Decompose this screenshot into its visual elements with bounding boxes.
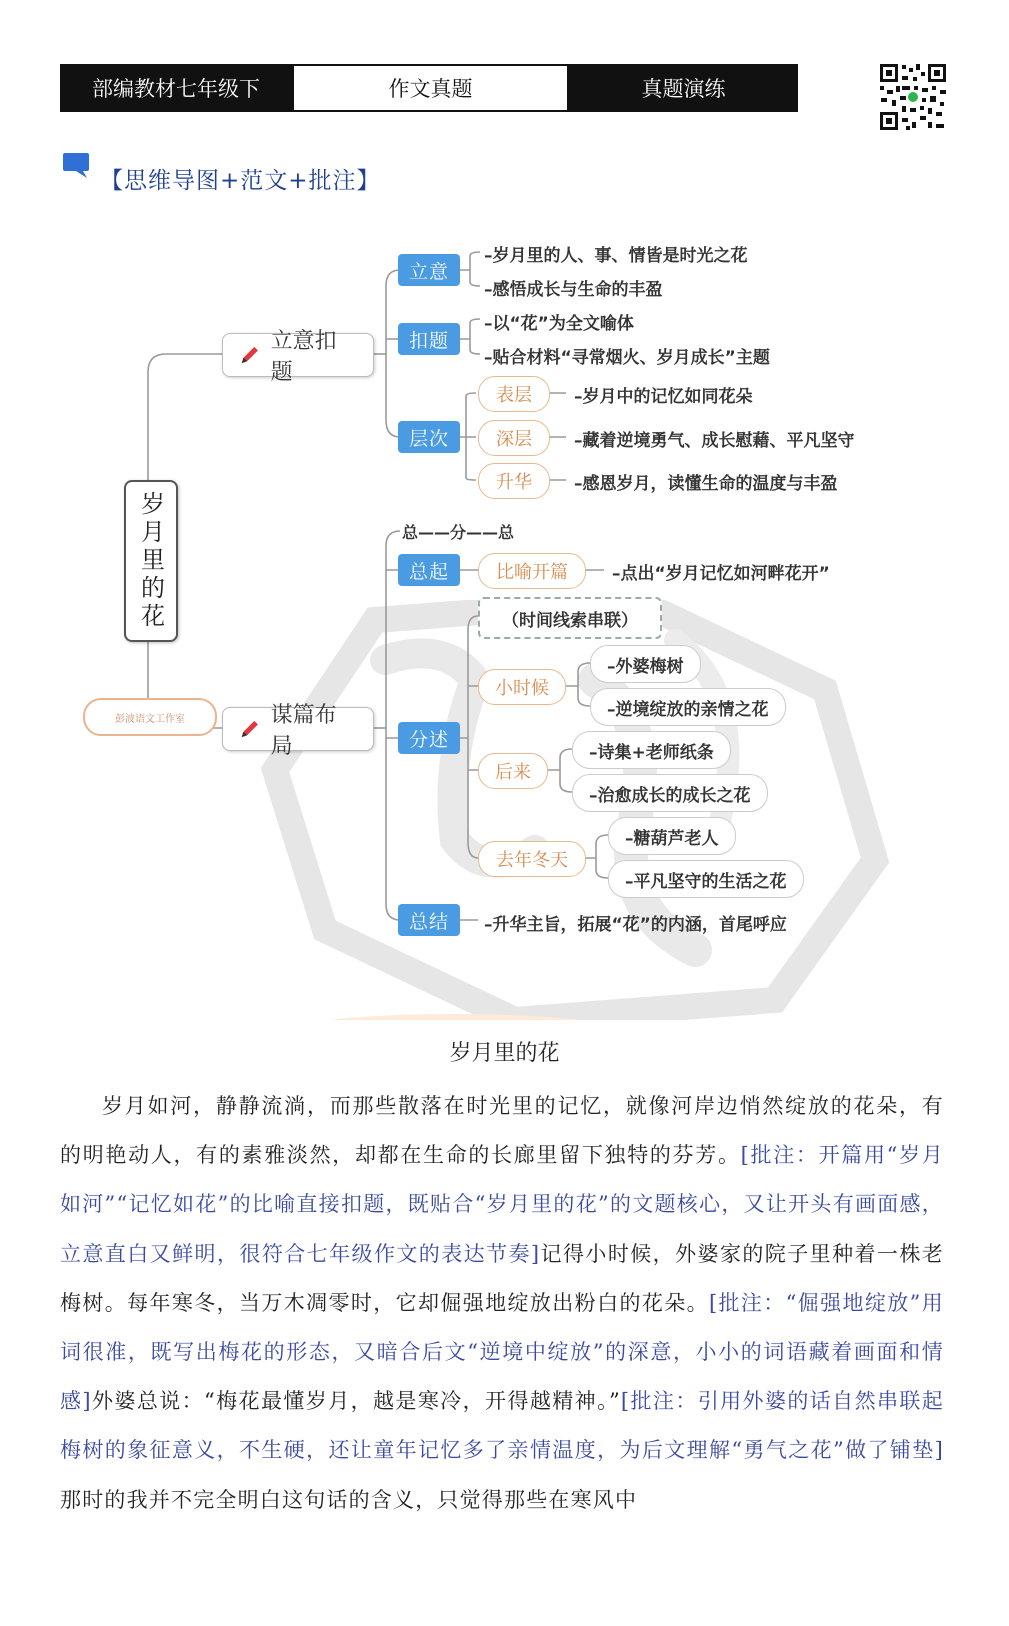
header-grade: 部编教材七年级下 <box>60 64 292 112</box>
node-deep: 深层 <box>478 420 550 456</box>
winter-item-1: –糖葫芦老人 <box>608 817 736 855</box>
essay-annotation-1: [批注：开篇用“岁月如河”“记忆如花”的比喻直接扣题，既贴合“岁月里的花”的文题核心，又让开头有画面感，立意直白又鲜明，很符合七年级作文的表达节奏] <box>60 1143 944 1266</box>
childhood-item-1: –外婆梅树 <box>590 645 701 683</box>
node-zongjie: 总结 <box>398 904 460 936</box>
zongqi-text: –点出“岁月记忆如河畔花开” <box>612 564 830 584</box>
branch-theme-node <box>222 329 374 385</box>
essay-sentence-2: 记得小时候，外婆家的院子里种着一株老梅树。每年寒冬，当万木凋零时，它却倔强地绽放出粉白的花朵。 <box>60 1241 944 1315</box>
branch-layout-label: 谋篇布局 <box>270 703 337 759</box>
deep-text: –藏着逆境勇气、成长慰藉、平凡坚守 <box>574 431 855 451</box>
node-childhood: 小时候 <box>478 669 566 705</box>
essay-sentence-4: 那时的我并不完全明白这句话的含义，只觉得那些在寒风中 <box>60 1487 638 1512</box>
node-later: 后来 <box>478 753 548 789</box>
zongjie-text: –升华主旨，拓展“花”的内涵，首尾呼应 <box>484 915 787 935</box>
essay-title: 岁月里的花 <box>449 1041 560 1066</box>
surface-text: –岁月中的记忆如同花朵 <box>574 387 753 407</box>
essay-body <box>60 1082 944 1525</box>
node-fenshu: 分述 <box>398 722 460 754</box>
pencil-icon <box>239 718 261 740</box>
liyi-point-2: –感悟成长与生命的丰盈 <box>484 280 663 300</box>
timeline-note: （时间线索串联） <box>478 597 662 639</box>
essay-sentence-1: 岁月如河，静静流淌，而那些散落在时光里的记忆，就像河岸边悄然绽放的花朵，有的明艳动人，有的素雅淡然，却都在生命的长廊里留下独特的芬芳。 <box>60 1094 944 1168</box>
node-metaphor-opening: 比喻开篇 <box>478 553 586 589</box>
later-item-2: –治愈成长的成长之花 <box>572 774 768 812</box>
node-last-winter: 去年冬天 <box>478 841 586 877</box>
liyi-point-1: –岁月里的人、事、情皆是时光之花 <box>484 246 748 266</box>
structure-text: 总——分——总 <box>402 523 515 542</box>
branch-layout-node <box>222 703 374 759</box>
node-liyi: 立意 <box>398 254 460 286</box>
essay-annotation-3: [批注：引用外婆的话自然串联起梅树的象征意义，不生硬，还让童年记忆多了亲情温度，为后文理解“勇气之花”做了铺垫] <box>60 1389 944 1463</box>
node-cengci: 层次 <box>398 421 460 453</box>
section-title: 【思维导图+范文+批注】 <box>100 168 381 194</box>
sublimate-text: –感恩岁月，读懂生命的温度与丰盈 <box>574 474 838 494</box>
node-sublimate: 升华 <box>478 463 550 499</box>
header-category: 作文真题 <box>292 64 569 112</box>
node-surface: 表层 <box>478 376 550 412</box>
node-kouti: 扣题 <box>398 323 460 355</box>
branch-theme-label: 立意扣题 <box>270 329 337 385</box>
childhood-item-2: –逆境绽放的亲情之花 <box>590 688 786 726</box>
essay-annotation-2: [批注：“倔强地绽放”用词很准，既写出梅花的形态，又暗合后文“逆境中绽放”的深意，小小的词语藏着画面和情感] <box>60 1290 944 1414</box>
studio-tag: 彭波语文工作室 <box>83 698 217 736</box>
winter-item-2: –平凡坚守的生活之花 <box>608 860 804 898</box>
header-practice: 真题演练 <box>569 64 798 112</box>
essay-sentence-3: 外婆总说：“梅花最懂岁月，越是寒冷，开得越精神。” <box>91 1389 621 1414</box>
node-zongqi: 总起 <box>398 554 460 586</box>
kouti-point-1: –以“花”为全文喻体 <box>484 314 634 334</box>
kouti-point-2: –贴合材料“寻常烟火、岁月成长”主题 <box>484 348 770 368</box>
mindmap-root: 岁月里的花 <box>124 480 178 642</box>
later-item-1: –诗集+老师纸条 <box>572 731 731 769</box>
pencil-icon <box>239 344 261 366</box>
